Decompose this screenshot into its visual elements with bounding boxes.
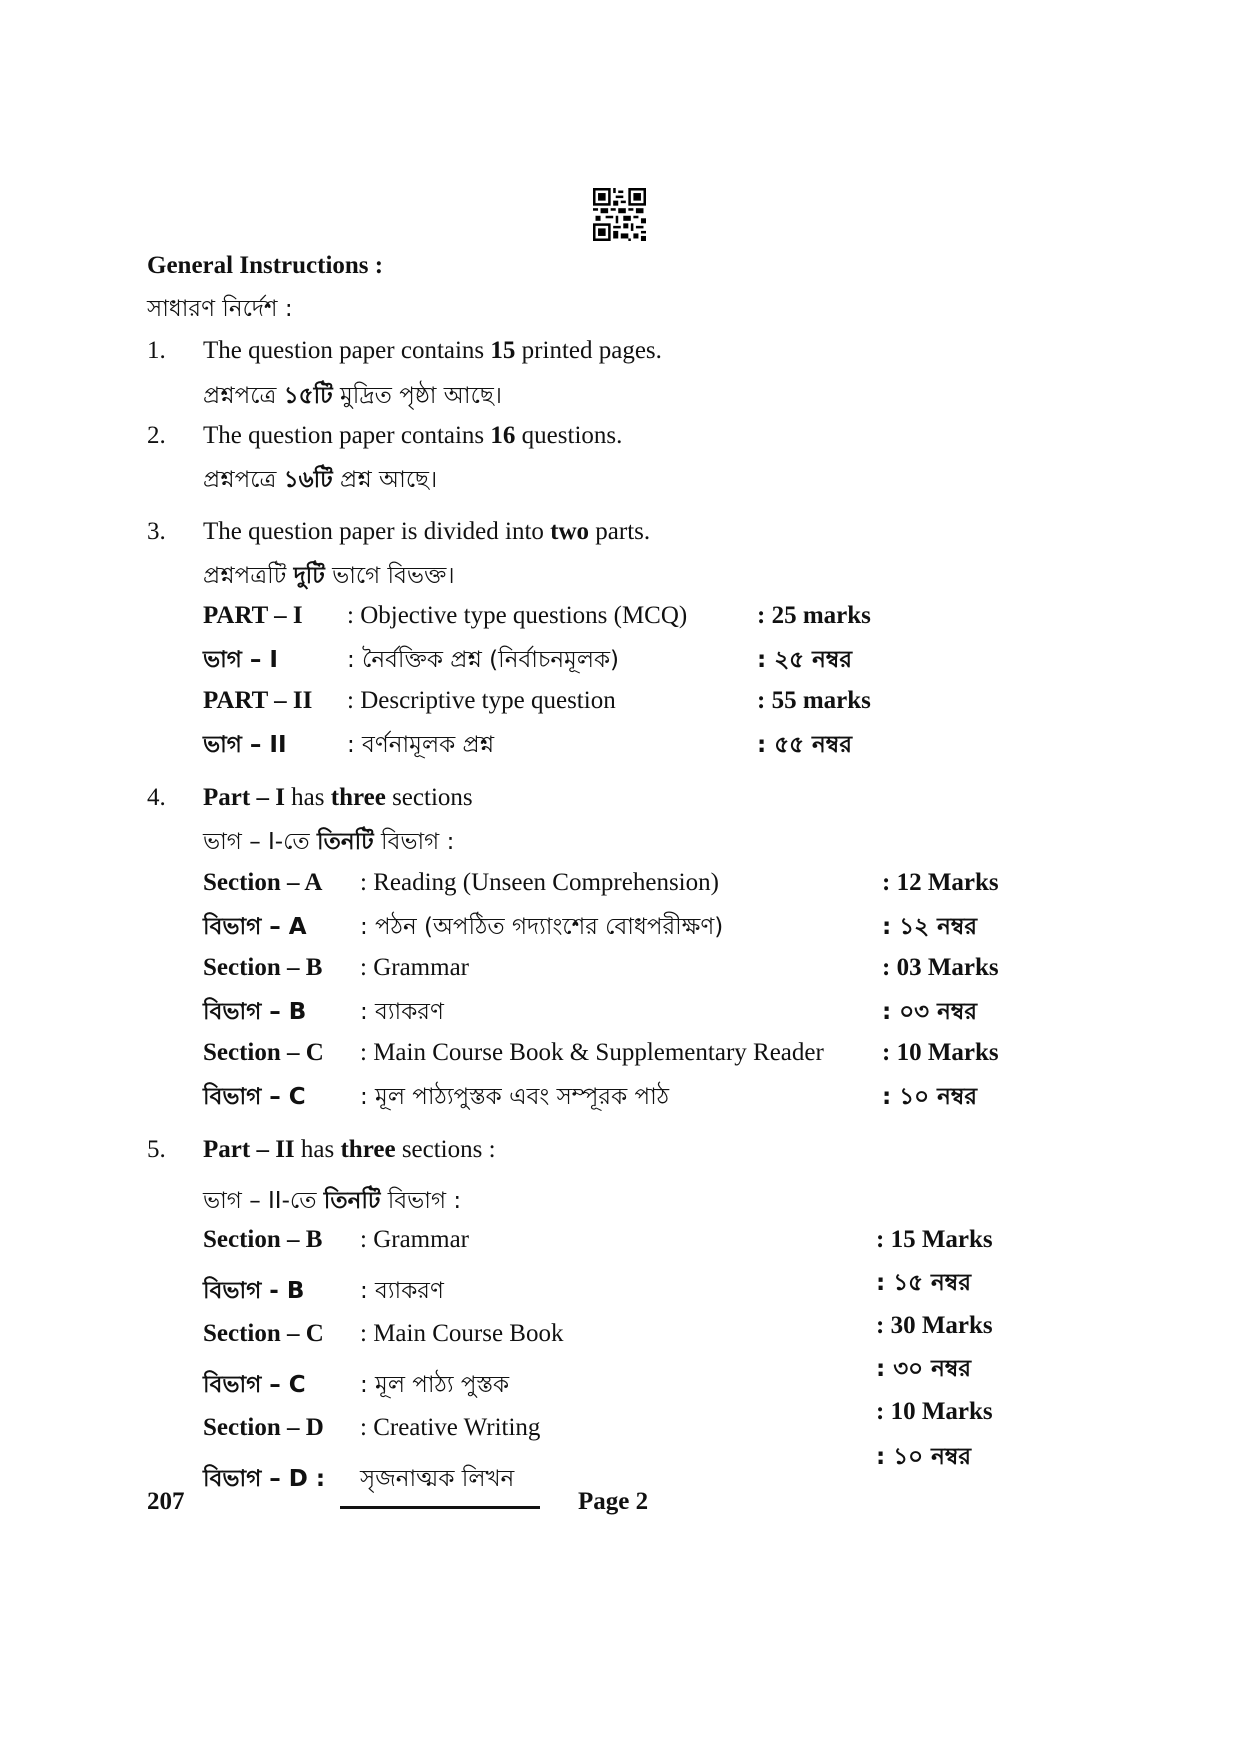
part-marks: : 55 marks <box>757 687 871 714</box>
instruction-text-bengali: প্রশ্নপত্রে ১৫টি মুদ্রিত পৃষ্ঠা আছে। <box>203 383 503 409</box>
section-label: Section – B <box>203 954 323 981</box>
section-label: বিভাগ – C <box>203 1372 306 1398</box>
section-marks: : 10 Marks <box>882 1039 999 1066</box>
section-marks: : 03 Marks <box>882 954 999 981</box>
section-label: Section – D <box>203 1414 324 1441</box>
instruction-text: The question paper contains 16 questions. <box>203 422 623 449</box>
part-description: : Objective type questions (MCQ) <box>347 602 688 629</box>
instruction-text-bengali: প্রশ্নপত্রে ১৬টি প্রশ্ন আছে। <box>203 467 438 493</box>
section-label: বিভাগ – D : <box>203 1466 326 1492</box>
page-title-bengali: সাধারণ নির্দেশ : <box>147 296 293 322</box>
instruction-text: The question paper is divided into two parts. <box>203 518 651 545</box>
item-number: 5. <box>147 1136 166 1163</box>
section-marks: : ১০ নম্বর <box>882 1084 978 1110</box>
item-number: 1. <box>147 337 166 364</box>
part-marks: : ২৫ নম্বর <box>757 647 853 673</box>
section-marks: : 10 Marks <box>876 1398 993 1425</box>
part-label: ভাগ – I <box>203 647 278 673</box>
section-label: Section – B <box>203 1226 323 1253</box>
instruction-text: Part – II has three sections : <box>203 1136 496 1163</box>
section-description: : Grammar <box>360 1226 469 1253</box>
section-description: : Creative Writing <box>360 1414 541 1441</box>
section-description: : Grammar <box>360 954 469 981</box>
section-marks: : 12 Marks <box>882 869 999 896</box>
section-description: : Reading (Unseen Comprehension) <box>360 869 719 896</box>
section-marks: : ১০ নম্বর <box>876 1444 972 1470</box>
instruction-text-bengali: ভাগ – II-তে তিনটি বিভাগ : <box>203 1188 462 1214</box>
section-marks: : 15 Marks <box>876 1226 993 1253</box>
instruction-text-bengali: প্রশ্নপত্রটি দুটি ভাগে বিভক্ত। <box>203 563 455 589</box>
part-label: PART – I <box>203 602 303 629</box>
section-description: : পঠন (অপঠিত গদ্যাংশের বোধপরীক্ষণ) <box>360 914 724 940</box>
part-marks: : ৫৫ নম্বর <box>757 732 852 758</box>
section-description: : ব্যাকরণ <box>360 999 444 1025</box>
part-marks: : 25 marks <box>757 602 871 629</box>
section-description: সৃজনাত্মক লিখন <box>360 1466 515 1492</box>
item-number: 3. <box>147 518 166 545</box>
page-number: Page 2 <box>578 1488 649 1515</box>
part-label: PART – II <box>203 687 313 714</box>
section-label: বিভাগ – C <box>203 1084 306 1110</box>
section-description: : ব্যাকরণ <box>360 1278 444 1304</box>
instruction-text: The question paper contains 15 printed pages. <box>203 337 662 364</box>
section-marks: : ০৩ নম্বর <box>882 999 978 1025</box>
instruction-text-bengali: ভাগ – I-তে তিনটি বিভাগ : <box>203 829 455 855</box>
part-description: : বর্ণনামূলক প্রশ্ন <box>347 732 495 758</box>
section-label: বিভাগ – A <box>203 914 307 940</box>
section-description: : মূল পাঠ্য পুস্তক <box>360 1372 510 1398</box>
section-label: বিভাগ - B <box>203 1278 305 1304</box>
section-marks: : ৩০ নম্বর <box>876 1356 972 1382</box>
section-description: : Main Course Book <box>360 1320 564 1347</box>
section-marks: : 30 Marks <box>876 1312 993 1339</box>
section-description: : Main Course Book & Supplementary Reader <box>360 1039 824 1066</box>
paper-code: 207 <box>147 1488 185 1515</box>
item-number: 4. <box>147 784 166 811</box>
footer-divider <box>340 1506 540 1509</box>
qr-code-icon <box>593 188 646 241</box>
section-label: বিভাগ – B <box>203 999 307 1025</box>
section-marks: : ১২ নম্বর <box>882 914 978 940</box>
section-description: : মূল পাঠ্যপুস্তক এবং সম্পূরক পাঠ <box>360 1084 670 1110</box>
part-description: : নৈর্বক্তিক প্রশ্ন (নির্বাচনমূলক) <box>347 647 620 673</box>
instruction-text: Part – I has three sections <box>203 784 473 811</box>
section-marks: : ১৫ নম্বর <box>876 1270 971 1296</box>
item-number: 2. <box>147 422 166 449</box>
section-label: Section – C <box>203 1039 324 1066</box>
part-label: ভাগ – II <box>203 732 287 758</box>
part-description: : Descriptive type question <box>347 687 616 714</box>
section-label: Section – C <box>203 1320 324 1347</box>
page-title: General Instructions : <box>147 252 384 279</box>
section-label: Section – A <box>203 869 323 896</box>
